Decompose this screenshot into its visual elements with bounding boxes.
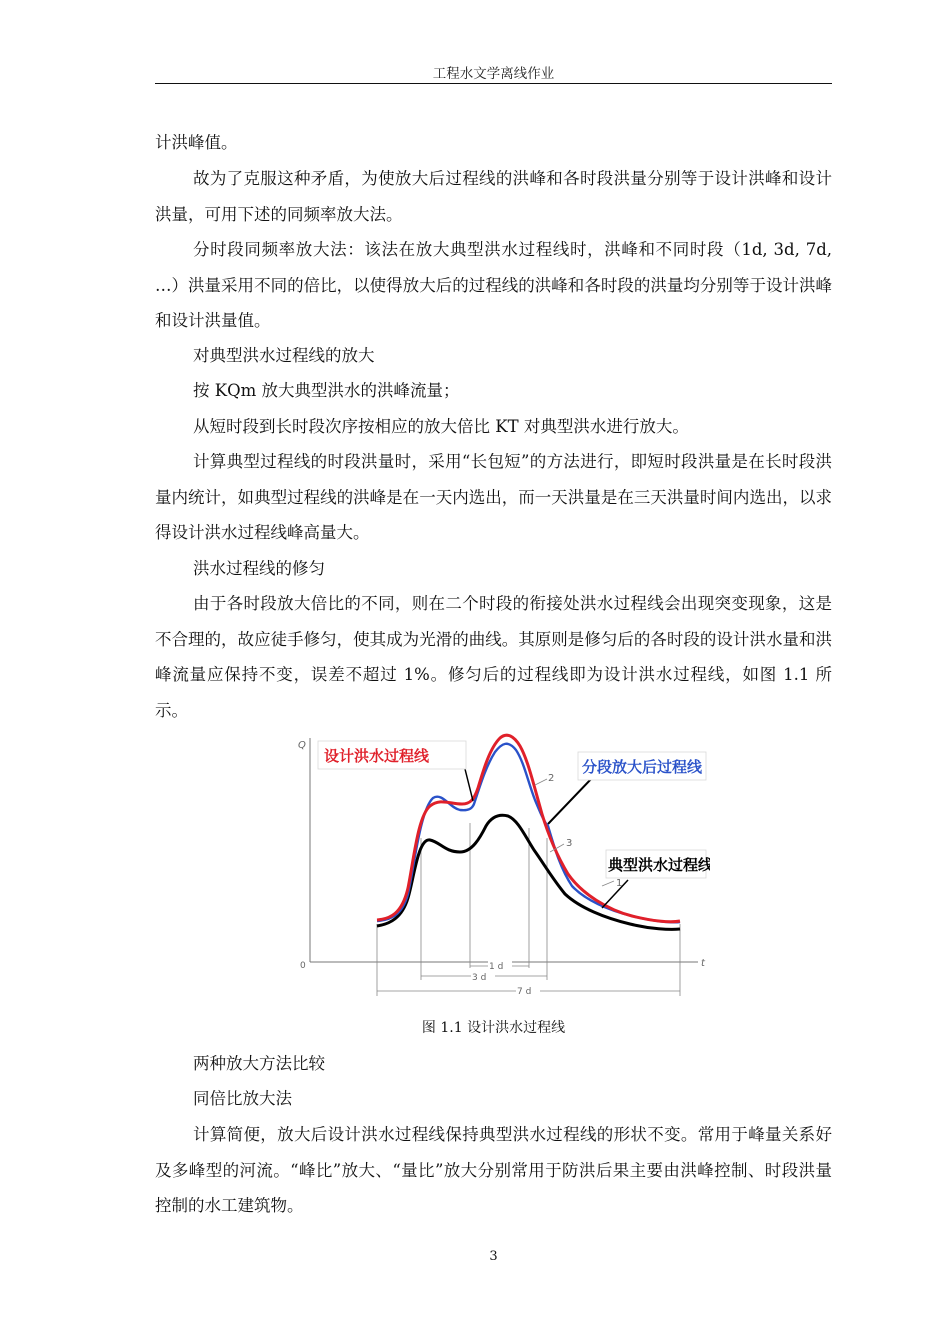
paragraph: 由于各时段放大倍比的不同，则在二个时段的衔接处洪水过程线会出现突变现象，这是不合理的，故应徒手修匀，使其成为光滑的曲线。其原则是修匀后的各时段的设计洪水量和洪峰流量应保持不变，误差不超过 1%。修匀后的过程线即为设计洪水过程线，如图 1.1 所示。 [155,594,832,720]
curve-leader-1 [602,881,614,886]
paragraph: 计算典型过程线的时段洪量时，采用“长包短”的方法进行，即短时段洪量是在长时段洪量内统计，如典型过程线的洪峰是在一天内选出，而一天洪量是在三天洪量时间内选出，以求得设计洪水过程线峰高量大。 [155,452,832,542]
pointer-segment-label [548,778,650,824]
subheading: 洪水过程线的修匀 [193,559,325,578]
paragraph: 按 KQm 放大典型洪水的洪峰流量； [193,381,460,400]
curve-leader-2 [535,779,547,785]
running-header: 工程水文学离线作业 [432,66,555,82]
segment-curve-label: 分段放大后过程线 [582,758,703,776]
dim-label-3d: 3 d [472,973,487,983]
curve-number-2: 2 [548,773,555,784]
paragraph-continuation: 计洪峰值。 [155,133,238,152]
curve-number-1: 1 [616,878,623,889]
page-number: 3 [489,1249,498,1264]
subheading: 对典型洪水过程线的放大 [193,346,375,365]
q-axis-label: Q [298,740,306,751]
curve-number-3: 3 [566,838,573,849]
typical-curve-label: 典型洪水过程线 [608,856,710,874]
paragraph: 故为了克服这种矛盾，为使放大后过程线的洪峰和各时段洪量分别等于设计洪峰和设计洪量，可用下述的同频率放大法。 [155,169,832,224]
subheading: 同倍比放大法 [193,1089,292,1108]
paragraph: 分时段同频率放大法：该法在放大典型洪水过程线时，洪峰和不同时段（1d, 3d, 7d, …）洪量采用不同的倍比，以使得放大后的过程线的洪峰和各时段的洪量均分别等于设计洪峰和设计洪量值。 [155,240,832,330]
flood-hydrograph-figure [290,728,710,1006]
paragraph: 计算简便，放大后设计洪水过程线保持典型洪水过程线的形状不变。常用于峰量关系好及多峰型的河流。“峰比”放大、“量比”放大分别常用于防洪后果主要由洪峰控制、时段洪量控制的水工建筑物。 [155,1125,832,1215]
dim-label-1d: 1 d [489,962,504,972]
origin-label: 0 [300,961,306,971]
hydrograph-svg [290,728,710,1006]
paragraph: 从短时段到长时段次序按相应的放大倍比 KT 对典型洪水进行放大。 [193,417,689,436]
header-rule [155,83,832,84]
dim-label-7d: 7 d [517,987,532,997]
design-curve-label: 设计洪水过程线 [324,747,430,765]
pointer-design-label [465,769,473,801]
subheading: 两种放大方法比较 [193,1054,325,1073]
t-axis-label: t [701,958,705,969]
figure-caption: 图 1.1 设计洪水过程线 [421,1020,566,1036]
